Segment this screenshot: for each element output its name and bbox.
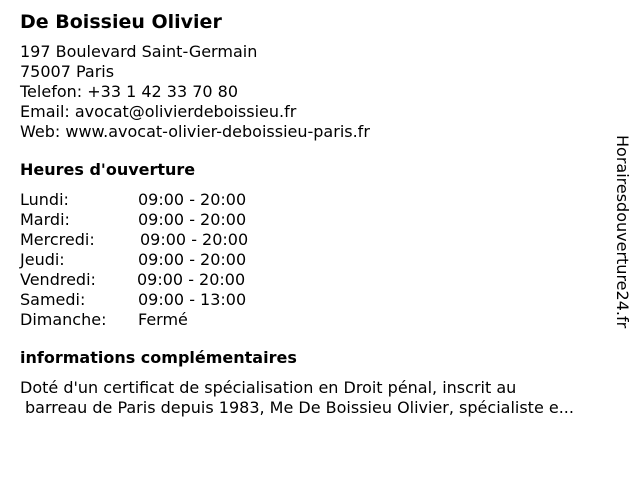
- day-label: Vendredi:: [20, 270, 96, 289]
- day-label: Mercredi:: [20, 230, 95, 249]
- address-street: 197 Boulevard Saint-Germain: [20, 42, 258, 61]
- hours-title: Heures d'ouverture: [20, 160, 196, 179]
- hours-row-samedi: [20, 290, 620, 310]
- phone-line: Telefon: +33 1 42 33 70 80: [20, 82, 239, 101]
- day-label: Lundi:: [20, 190, 69, 209]
- more-info-title: informations complémentaires: [20, 348, 297, 367]
- web-line: Web: www.avocat-olivier-deboissieu-paris.fr: [20, 122, 370, 141]
- time-value: 09:00 - 20:00: [137, 270, 246, 289]
- contact-info: [20, 42, 620, 142]
- day-label: Jeudi:: [20, 250, 65, 269]
- time-value: 09:00 - 20:00: [138, 250, 247, 269]
- time-value: Fermé: [138, 310, 188, 329]
- day-label: Dimanche:: [20, 310, 107, 329]
- site-watermark-link[interactable]: Horairesdouverture24.fr: [613, 135, 632, 329]
- hours-table: [20, 190, 620, 330]
- hours-row-vendredi: [20, 270, 620, 290]
- day-label: Mardi:: [20, 210, 70, 229]
- business-card: [20, 10, 620, 418]
- day-label: Samedi:: [20, 290, 86, 309]
- time-value: 09:00 - 20:00: [140, 230, 249, 249]
- hours-row-lundi: [20, 190, 620, 210]
- address-city: 75007 Paris: [20, 62, 115, 81]
- hours-row-dimanche: [20, 310, 620, 330]
- hours-row-mercredi: [20, 230, 620, 250]
- description-line: Doté d'un certificat de spécialisation en Droit pénal, inscrit au: [20, 378, 517, 397]
- hours-row-jeudi: [20, 250, 620, 270]
- description-line: barreau de Paris depuis 1983, Me De Boissieu Olivier, spécialiste e...: [25, 398, 574, 417]
- time-value: 09:00 - 20:00: [138, 210, 247, 229]
- time-value: 09:00 - 20:00: [138, 190, 247, 209]
- description-text: [20, 378, 620, 418]
- business-name: De Boissieu Olivier: [20, 11, 222, 33]
- hours-row-mardi: [20, 210, 620, 230]
- email-line: Email: avocat@olivierdeboissieu.fr: [20, 102, 297, 121]
- time-value: 09:00 - 13:00: [138, 290, 247, 309]
